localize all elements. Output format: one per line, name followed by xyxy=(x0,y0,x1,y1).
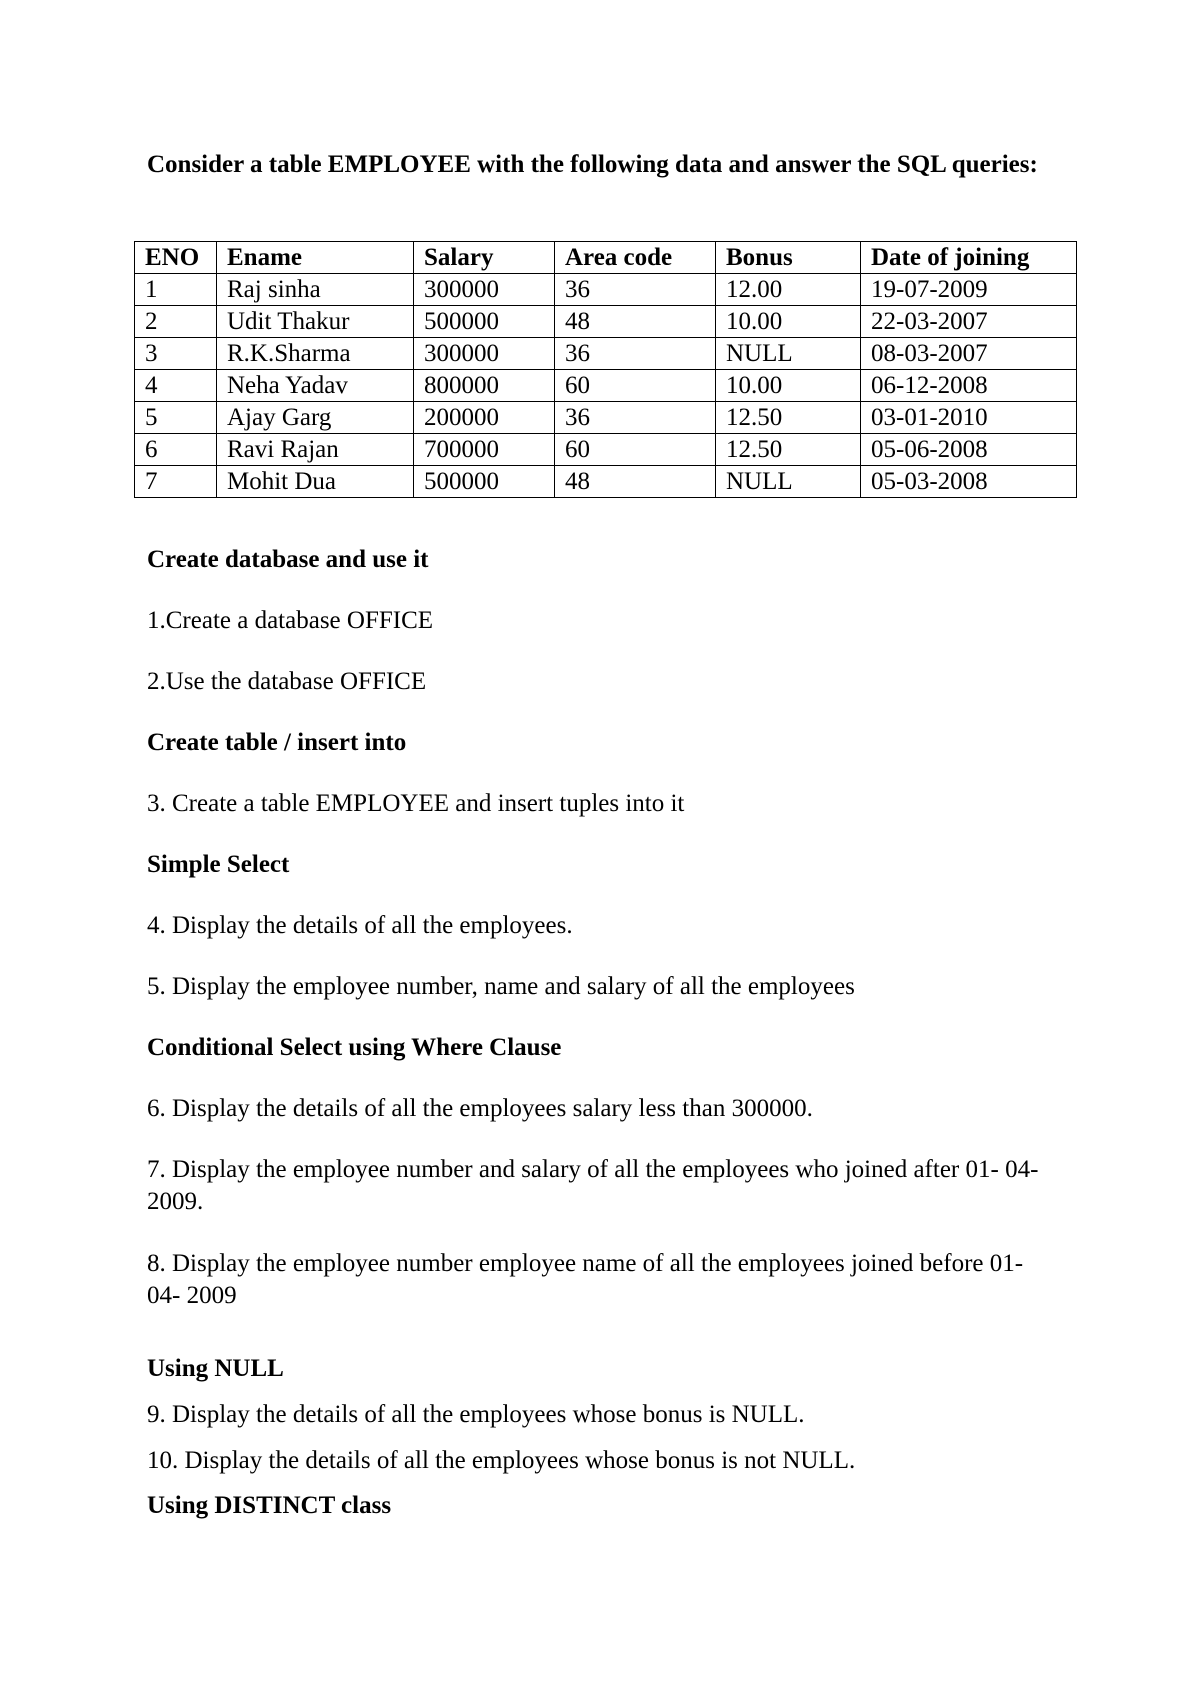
cell-bonus: NULL xyxy=(716,466,861,498)
header-ename: Ename xyxy=(217,242,414,274)
header-salary: Salary xyxy=(414,242,555,274)
cell-bonus: 12.50 xyxy=(716,434,861,466)
cell-bonus: 12.00 xyxy=(716,274,861,306)
table-row xyxy=(135,370,1077,402)
cell-eno: 5 xyxy=(135,402,217,434)
header-bonus: Bonus xyxy=(716,242,861,274)
cell-date-of-joining: 06-12-2008 xyxy=(861,370,1077,402)
cell-area-code: 36 xyxy=(555,402,716,434)
cell-ename: Ravi Rajan xyxy=(217,434,414,466)
question-6: 6. Display the details of all the employees salary less than 300000. xyxy=(147,1095,813,1122)
cell-date-of-joining: 08-03-2007 xyxy=(861,338,1077,370)
cell-date-of-joining: 05-03-2008 xyxy=(861,466,1077,498)
table-header-row xyxy=(135,242,1077,274)
table-row xyxy=(135,466,1077,498)
cell-salary: 300000 xyxy=(414,274,555,306)
cell-ename: R.K.Sharma xyxy=(217,338,414,370)
table-row xyxy=(135,306,1077,338)
question-5: 5. Display the employee number, name and salary of all the employees xyxy=(147,973,855,1000)
question-7: 7. Display the employee number and salary of all the employees who joined after 01- 04- 2009. xyxy=(147,1156,1039,1215)
cell-ename: Udit Thakur xyxy=(217,306,414,338)
cell-area-code: 48 xyxy=(555,306,716,338)
cell-salary: 800000 xyxy=(414,370,555,402)
question-8: 8. Display the employee number employee name of all the employees joined before 01- 04- 2009 xyxy=(147,1250,1024,1309)
question-3: 3. Create a table EMPLOYEE and insert tuples into it xyxy=(147,790,685,817)
question-1: 1.Create a database OFFICE xyxy=(147,607,434,634)
question-2: 2.Use the database OFFICE xyxy=(147,668,427,695)
cell-salary: 700000 xyxy=(414,434,555,466)
cell-eno: 2 xyxy=(135,306,217,338)
cell-area-code: 36 xyxy=(555,274,716,306)
header-eno: ENO xyxy=(135,242,217,274)
cell-ename: Neha Yadav xyxy=(217,370,414,402)
cell-salary: 200000 xyxy=(414,402,555,434)
section-heading-conditional: Conditional Select using Where Clause xyxy=(147,1034,562,1061)
cell-bonus: NULL xyxy=(716,338,861,370)
cell-date-of-joining: 05-06-2008 xyxy=(861,434,1077,466)
table-row xyxy=(135,338,1077,370)
cell-salary: 300000 xyxy=(414,338,555,370)
cell-eno: 3 xyxy=(135,338,217,370)
section-heading-distinct: Using DISTINCT class xyxy=(147,1492,392,1519)
section-heading-create-db: Create database and use it xyxy=(147,546,429,573)
cell-area-code: 36 xyxy=(555,338,716,370)
cell-area-code: 60 xyxy=(555,370,716,402)
cell-eno: 7 xyxy=(135,466,217,498)
header-area-code: Area code xyxy=(555,242,716,274)
question-4: 4. Display the details of all the employees. xyxy=(147,912,573,939)
cell-eno: 6 xyxy=(135,434,217,466)
cell-eno: 1 xyxy=(135,274,217,306)
table-row xyxy=(135,402,1077,434)
cell-ename: Mohit Dua xyxy=(217,466,414,498)
cell-ename: Ajay Garg xyxy=(217,402,414,434)
cell-bonus: 12.50 xyxy=(716,402,861,434)
cell-salary: 500000 xyxy=(414,306,555,338)
header-date-of-joining: Date of joining xyxy=(861,242,1077,274)
question-10: 10. Display the details of all the employees whose bonus is not NULL. xyxy=(147,1447,856,1474)
cell-bonus: 10.00 xyxy=(716,370,861,402)
cell-date-of-joining: 19-07-2009 xyxy=(861,274,1077,306)
cell-bonus: 10.00 xyxy=(716,306,861,338)
cell-salary: 500000 xyxy=(414,466,555,498)
section-heading-using-null: Using NULL xyxy=(147,1355,284,1382)
cell-date-of-joining: 03-01-2010 xyxy=(861,402,1077,434)
cell-eno: 4 xyxy=(135,370,217,402)
question-9: 9. Display the details of all the employees whose bonus is NULL. xyxy=(147,1401,805,1428)
section-heading-simple-select: Simple Select xyxy=(147,851,290,878)
intro-paragraph: Consider a table EMPLOYEE with the following data and answer the SQL queries: xyxy=(147,151,1038,178)
employee-table xyxy=(134,241,1077,498)
table-row xyxy=(135,274,1077,306)
cell-area-code: 60 xyxy=(555,434,716,466)
section-heading-create-table: Create table / insert into xyxy=(147,729,407,756)
cell-ename: Raj sinha xyxy=(217,274,414,306)
table-row xyxy=(135,434,1077,466)
cell-area-code: 48 xyxy=(555,466,716,498)
cell-date-of-joining: 22-03-2007 xyxy=(861,306,1077,338)
